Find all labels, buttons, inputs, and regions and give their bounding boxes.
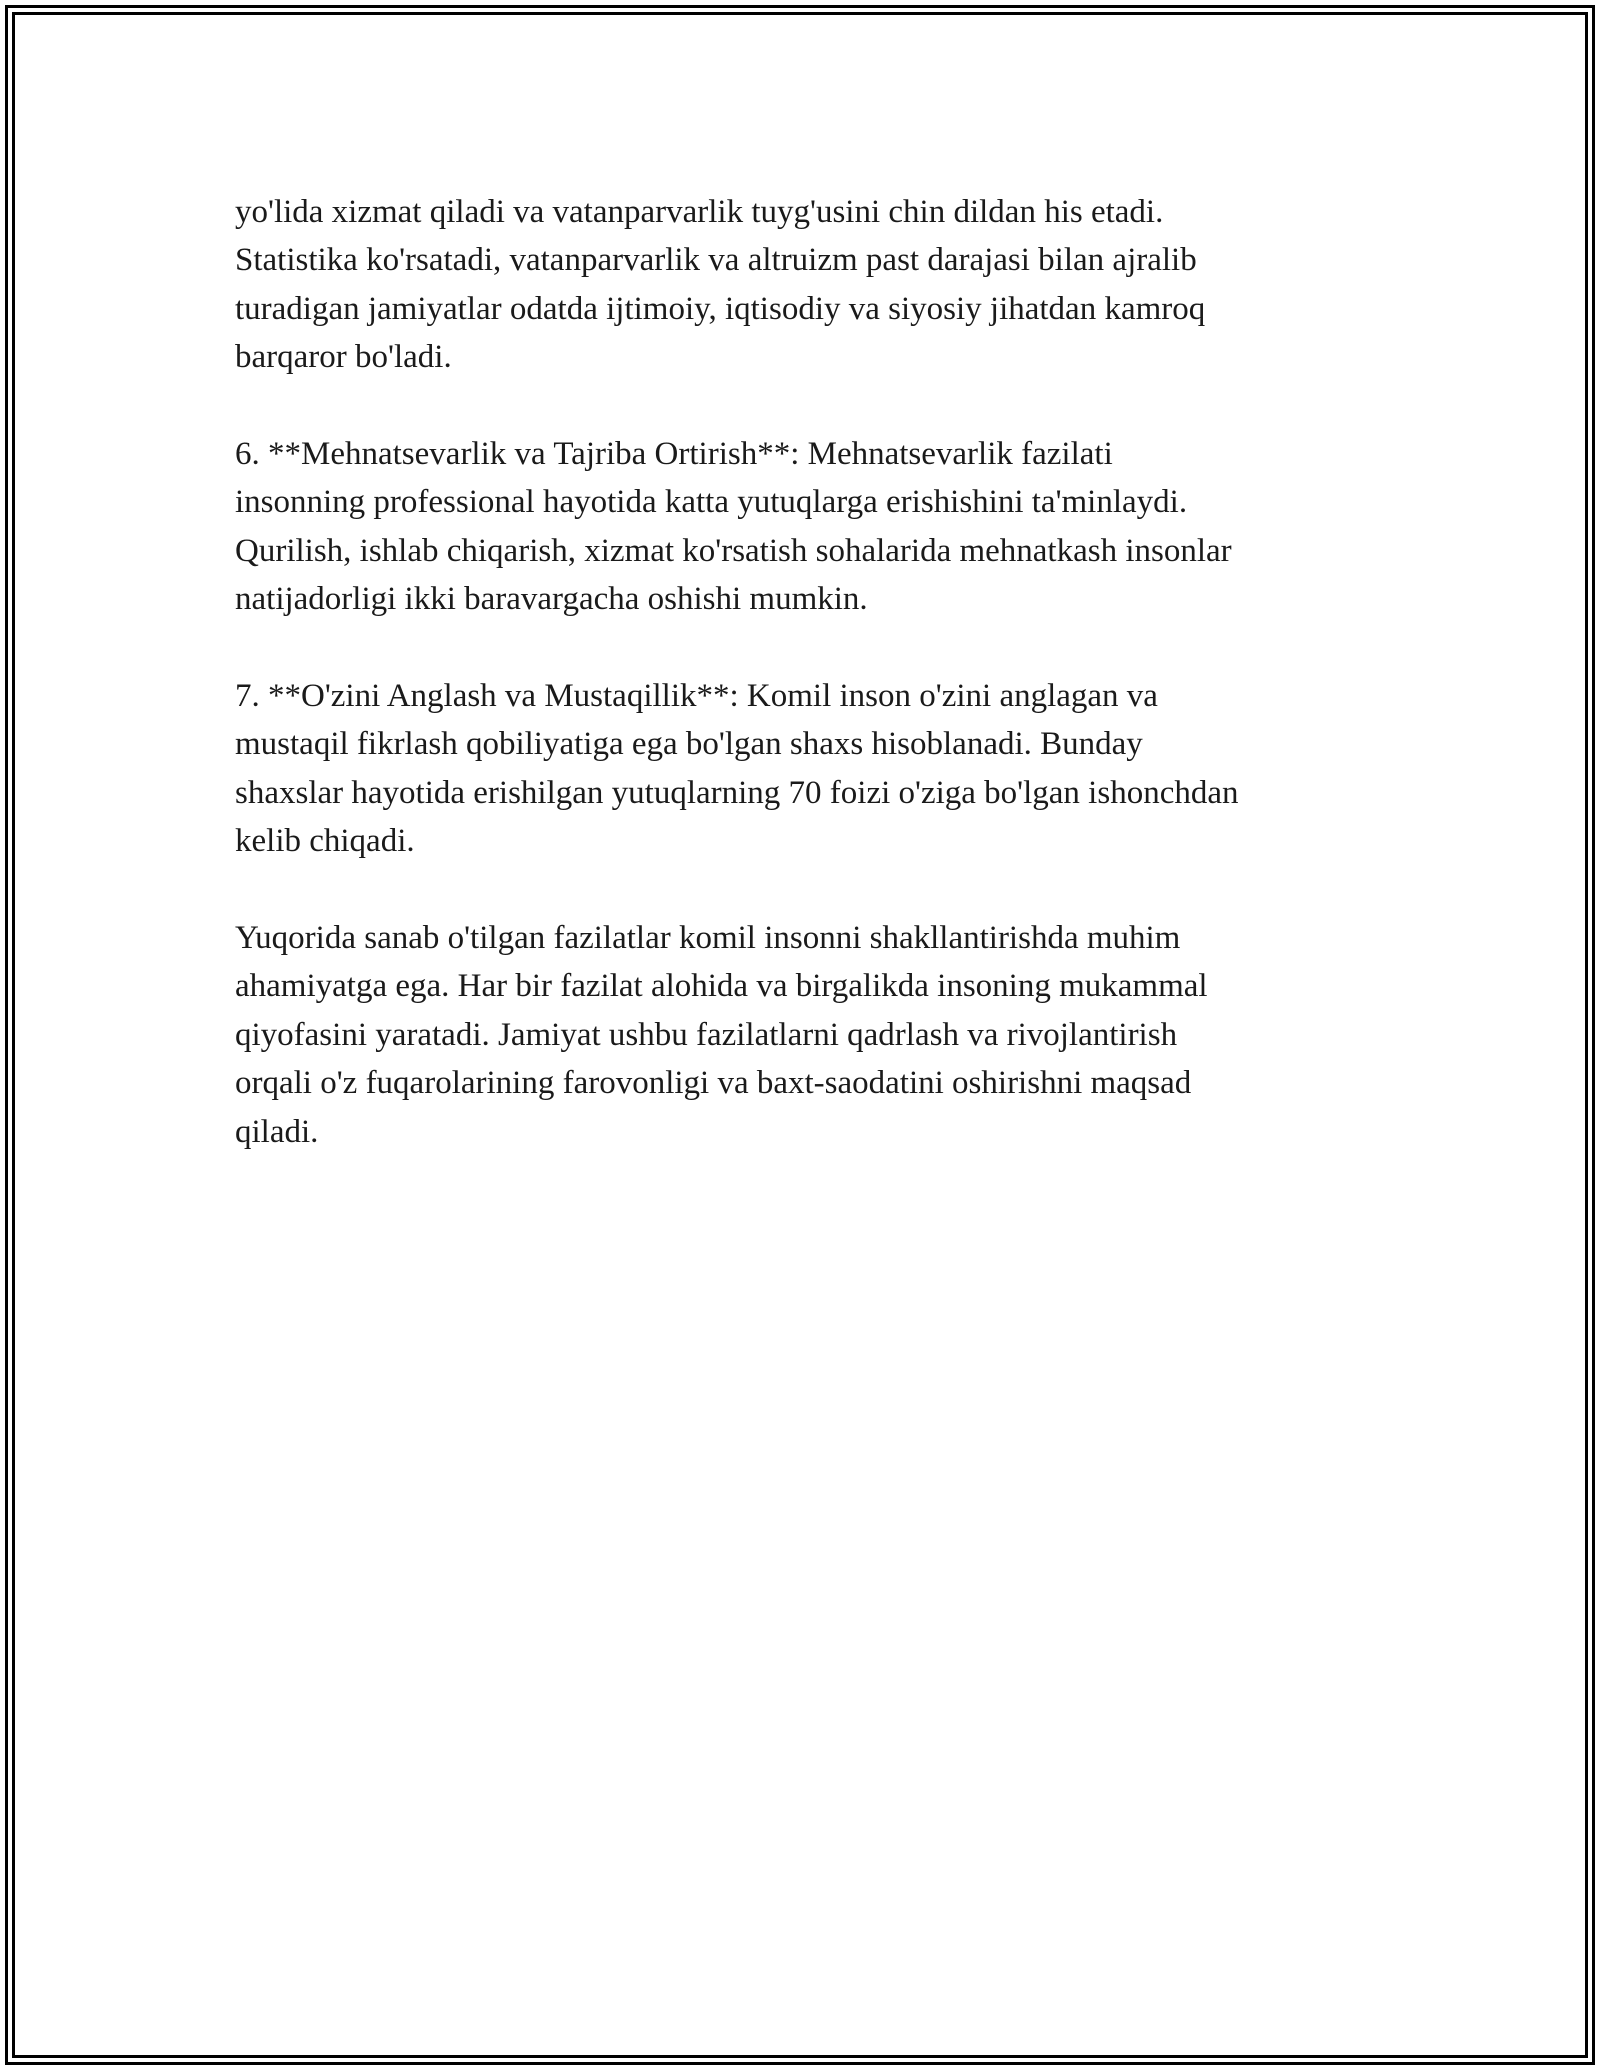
paragraph-patriotism-continuation: yo'lida xizmat qiladi va vatanparvarlik tuyg'usini chin dildan his etadi. Statistika ko'rsatadi, vatanparvarlik va altruizm past darajasi bilan ajralib turadigan jamiyatlar odatda ijtimoiy, iqtisodiy va siyosiy jihatdan kamroq barqaror bo'ladi. <box>235 194 1206 376</box>
paragraph-conclusion: Yuqorida sanab o'tilgan fazilatlar komil insonni shakllantirishda muhim ahamiyatga ega. Har bir fazilat alohida va birgalikda insoning mukammal qiyofasini yaratadi. Jamiyat ushbu fazilatlarni qadrlash va rivojlantirish orqali o'z fuqarolarining farovonligi va baxt-saodatini oshirishni maqsad qiladi. <box>235 920 1208 1150</box>
paragraph-diligence: 6. **Mehnatsevarlik va Tajriba Ortirish**: Mehnatsevarlik fazilati insonning professional hayotida katta yutuqlarga erishishini ta'minlaydi. Qurilish, ishlab chiqarish, xizmat ko'rsatish sohalarida mehnatkash insonlar natijadorligi ikki baravargacha oshishi mumkin. <box>235 436 1232 618</box>
document-body <box>235 188 1365 1204</box>
paragraph-self-awareness: 7. **O'zini Anglash va Mustaqillik**: Komil inson o'zini anglagan va mustaqil fikrlash qobiliyatiga ega bo'lgan shaxs hisoblanadi. Bunday shaxslar hayotida erishilgan yutuqlarning 70 foizi o'ziga bo'lgan ishonchdan kelib chiqadi. <box>235 678 1239 860</box>
